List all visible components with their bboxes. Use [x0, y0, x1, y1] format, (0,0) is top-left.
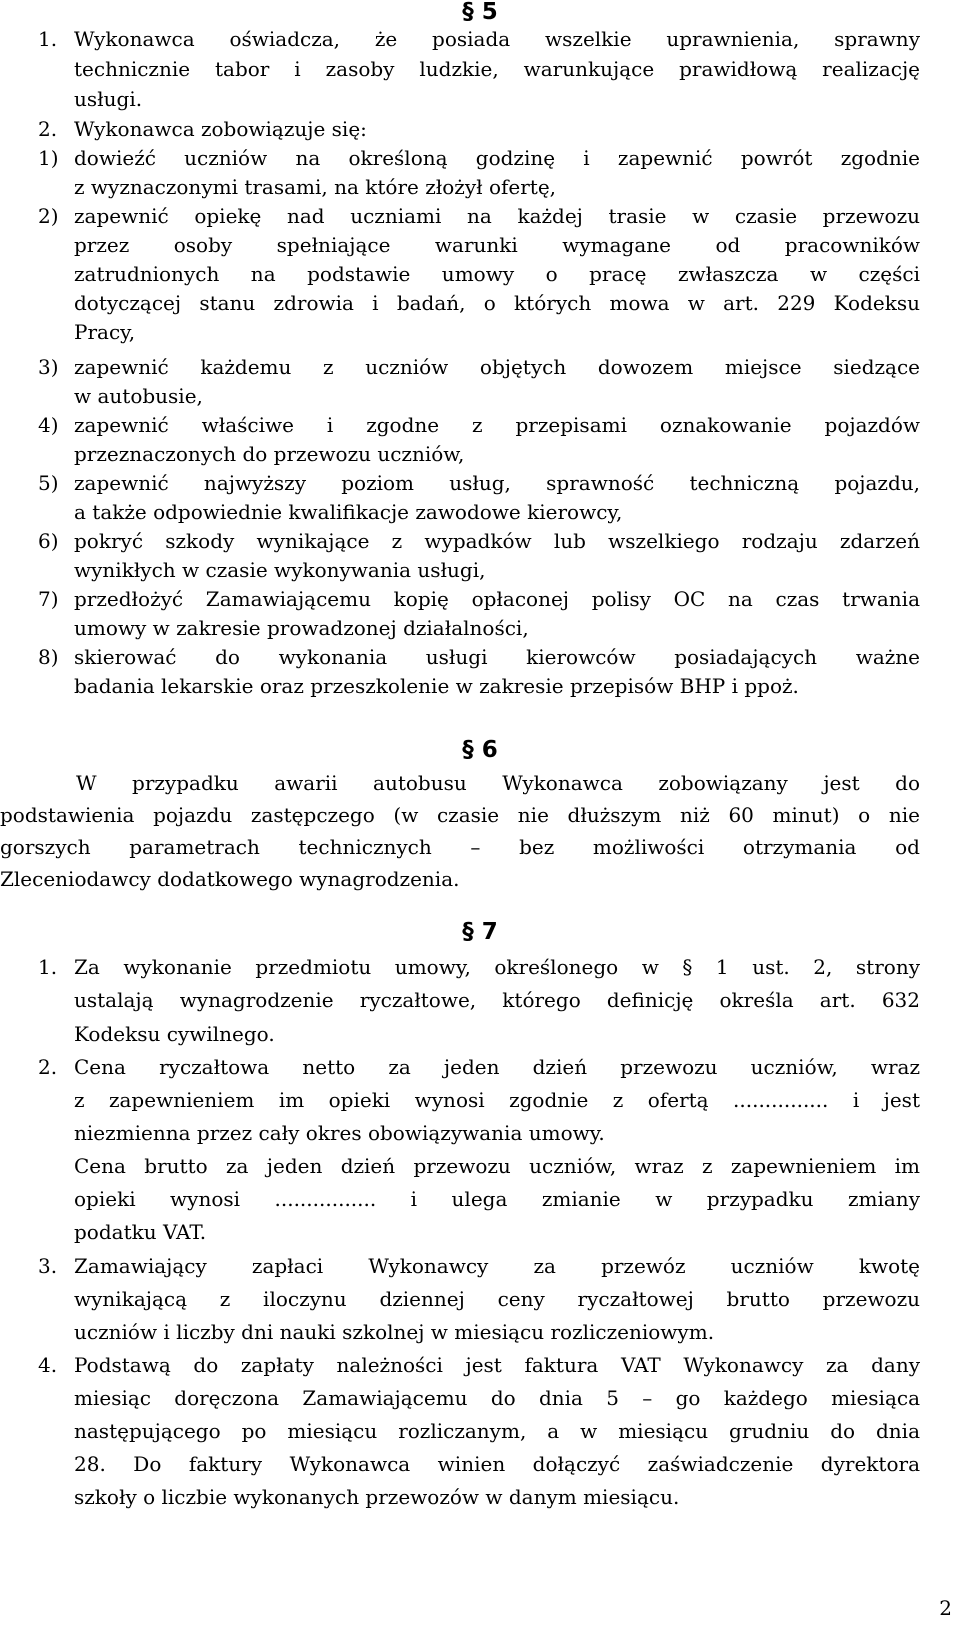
s7-point-line: Podstawą do zapłaty należności jest faktura VAT Wykonawcy za dany [74, 1353, 920, 1377]
s7-point-line: z zapewnieniem im opieki wynosi zgodnie z ofertą ............... i jest [74, 1088, 920, 1112]
s5-item-line: zatrudnionych na podstawie umowy o pracę zwłaszcza w części [74, 262, 920, 286]
s5-item-number: 4) [38, 413, 59, 437]
s7-point-line: opieki wynosi ................ i ulega zmianie w przypadku zmiany [74, 1187, 920, 1211]
s5-p1-line: technicznie tabor i zasoby ludzkie, warunkujące prawidłową realizację [74, 57, 920, 81]
s7-point-line: następującego po miesiącu rozliczanym, a w miesiącu grudniu do dnia [74, 1419, 920, 1443]
s5-item-line: z wyznaczonymi trasami, na które złożył ofertę, [74, 175, 557, 199]
s7-point-line: wynikającą z iloczynu dziennej ceny ryczałtowej brutto przewozu [74, 1287, 920, 1311]
s5-item-line: dotyczącej stanu zdrowia i badań, o których mowa w art. 229 Kodeksu [74, 291, 920, 315]
s5-item-line: przeznaczonych do przewozu uczniów, [74, 442, 465, 466]
s7-point-number: 1. [38, 955, 58, 979]
s5-item-line: wynikłych w czasie wykonywania usługi, [74, 558, 486, 582]
s5-item-number: 1) [38, 146, 59, 170]
s7-point-line: szkoły o liczbie wykonanych przewozów w danym miesiącu. [74, 1485, 680, 1509]
s5-p2-intro: Wykonawca zobowiązuje się: [74, 117, 367, 141]
s5-item-line: a także odpowiednie kwalifikacje zawodowe kierowcy, [74, 500, 623, 524]
s7-point-line: podatku VAT. [74, 1220, 207, 1244]
s7-point-number: 2. [38, 1055, 58, 1079]
s5-p2-number: 2. [38, 117, 58, 141]
s7-point-line: Za wykonanie przedmiotu umowy, określonego w § 1 ust. 2, strony [74, 955, 920, 979]
s5-p1-line: Wykonawca oświadcza, że posiada wszelkie uprawnienia, sprawny [74, 27, 920, 51]
s5-item-line: Pracy, [74, 320, 136, 344]
s7-point-number: 4. [38, 1353, 58, 1377]
section-5-heading: § 5 [462, 0, 498, 25]
s5-item-line: zapewnić najwyższy poziom usług, sprawność techniczną pojazdu, [74, 471, 920, 495]
s5-item-number: 3) [38, 355, 59, 379]
s7-point-line: Cena ryczałtowa netto za jeden dzień przewozu uczniów, wraz [74, 1055, 920, 1079]
page-number: 2 [939, 1596, 952, 1620]
s7-point-number: 3. [38, 1254, 58, 1278]
s6-line: Zleceniodawcy dodatkowego wynagrodzenia. [0, 867, 460, 891]
s5-item-line: dowieźć uczniów na określoną godzinę i zapewnić powrót zgodnie [74, 146, 920, 170]
s5-item-number: 8) [38, 645, 59, 669]
s6-line: gorszych parametrach technicznych – bez możliwości otrzymania od [0, 835, 920, 859]
s5-item-line: pokryć szkody wynikające z wypadków lub wszelkiego rodzaju zdarzeń [74, 529, 920, 553]
s5-item-number: 7) [38, 587, 59, 611]
section-6-heading: § 6 [462, 737, 498, 763]
s5-item-number: 6) [38, 529, 59, 553]
s5-p1-line: usługi. [74, 87, 143, 111]
s6-line: W przypadku awarii autobusu Wykonawca zobowiązany jest do [76, 771, 920, 795]
s7-point-line: Zamawiający zapłaci Wykonawcy za przewóz uczniów kwotę [74, 1254, 920, 1278]
s7-point-line: uczniów i liczby dni nauki szkolnej w miesiącu rozliczeniowym. [74, 1320, 715, 1344]
s7-point-line: ustalają wynagrodzenie ryczałtowe, którego definicję określa art. 632 [74, 988, 920, 1012]
s7-point-line: niezmienna przez cały okres obowiązywania umowy. [74, 1121, 605, 1145]
section-7-heading: § 7 [462, 919, 498, 945]
s5-item-line: badania lekarskie oraz przeszkolenie w zakresie przepisów BHP i ppoż. [74, 674, 799, 698]
s5-item-line: w autobusie, [74, 384, 203, 408]
s5-item-line: umowy w zakresie prowadzonej działalności, [74, 616, 529, 640]
s6-line: podstawienia pojazdu zastępczego (w czasie nie dłuższym niż 60 minut) o nie [0, 803, 920, 827]
s7-point-line: miesiąc doręczona Zamawiającemu do dnia 5 – go każdego miesiąca [74, 1386, 920, 1410]
s5-item-line: zapewnić właściwe i zgodne z przepisami oznakowanie pojazdów [74, 413, 920, 437]
s5-item-line: zapewnić opiekę nad uczniami na każdej trasie w czasie przewozu [74, 204, 920, 228]
s5-item-line: zapewnić każdemu z uczniów objętych dowozem miejsce siedzące [74, 355, 920, 379]
s5-p1-number: 1. [38, 27, 58, 51]
s7-point-line: Kodeksu cywilnego. [74, 1022, 275, 1046]
s5-item-line: skierować do wykonania usługi kierowców posiadających ważne [74, 645, 920, 669]
s7-point-line: 28. Do faktury Wykonawca winien dołączyć zaświadczenie dyrektora [74, 1452, 920, 1476]
s5-item-number: 2) [38, 204, 59, 228]
s5-item-number: 5) [38, 471, 59, 495]
s5-item-line: przedłożyć Zamawiającemu kopię opłaconej polisy OC na czas trwania [74, 587, 920, 611]
s5-item-line: przez osoby spełniające warunki wymagane od pracowników [74, 233, 920, 257]
s7-point-line: Cena brutto za jeden dzień przewozu uczniów, wraz z zapewnieniem im [74, 1154, 920, 1178]
